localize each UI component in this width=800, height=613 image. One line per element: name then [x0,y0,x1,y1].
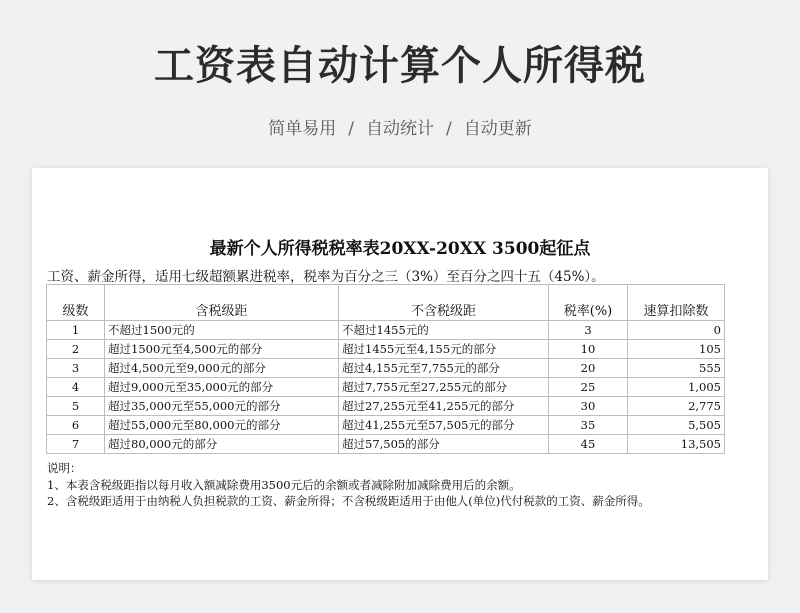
note-item: 2、含税级距适用于由纳税人负担税款的工资、薪金所得；不含税级距适用于由他人(单位)代付税款的工资、薪金所得。 [47,494,650,508]
cell-taxable-range: 超过1500元至4,500元的部分 [105,340,339,359]
tax-rate-table [46,284,725,454]
cell-nontaxable-range: 超过27,255元至41,255元的部分 [339,397,549,416]
cell-rate: 35 [549,416,628,435]
cell-rate: 3 [549,321,628,340]
cell-deduction: 555 [628,359,725,378]
cell-deduction: 0 [628,321,725,340]
notes [47,460,650,510]
table-row [47,397,725,416]
table-header-row [47,285,725,321]
table-row [47,378,725,397]
cell-deduction: 1,005 [628,378,725,397]
table-row [47,435,725,454]
table-row [47,416,725,435]
header-level: 级数 [47,285,105,321]
tagline-separator: / [348,119,354,139]
notes-heading: 说明： [47,461,82,475]
cell-taxable-range: 超过4,500元至9,000元的部分 [105,359,339,378]
cell-deduction: 13,505 [628,435,725,454]
cell-nontaxable-range: 超过4,155元至7,755元的部分 [339,359,549,378]
cell-rate: 30 [549,397,628,416]
cell-level: 6 [47,416,105,435]
cell-taxable-range: 超过80,000元的部分 [105,435,339,454]
tagline-separator: / [446,119,452,139]
cell-rate: 25 [549,378,628,397]
tagline-item: 自动统计 [366,119,434,139]
cell-rate: 20 [549,359,628,378]
cell-deduction: 5,505 [628,416,725,435]
tagline [0,114,800,139]
table-row [47,340,725,359]
cell-nontaxable-range: 超过1455元至4,155元的部分 [339,340,549,359]
intro-text: 工资、薪金所得，适用七级超额累进税率，税率为百分之三（3%）至百分之四十五（45%）。 [47,269,605,285]
cell-taxable-range: 不超过1500元的 [105,321,339,340]
cell-level: 7 [47,435,105,454]
table-row [47,321,725,340]
header-rate: 税率(%) [549,285,628,321]
cell-taxable-range: 超过35,000元至55,000元的部分 [105,397,339,416]
cell-deduction: 2,775 [628,397,725,416]
cell-nontaxable-range: 超过41,255元至57,505元的部分 [339,416,549,435]
table-row [47,359,725,378]
note-item: 1、本表含税级距指以每月收入额减除费用3500元后的余额或者减除附加减除费用后的余额。 [47,477,521,492]
tagline-item: 自动更新 [463,119,532,139]
cell-nontaxable-range: 不超过1455元的 [339,321,549,340]
page-title: 工资表自动计算个人所得税 [154,43,646,89]
table-title: 最新个人所得税税率表20XX-20XX 3500起征点 [209,239,591,259]
cell-taxable-range: 超过9,000元至35,000元的部分 [105,378,339,397]
header-taxable-range: 含税级距 [105,285,339,321]
tagline-item: 简单易用 [268,119,337,139]
cell-deduction: 105 [628,340,725,359]
header-nontaxable-range: 不含税级距 [339,285,549,321]
cell-level: 5 [47,397,105,416]
cell-taxable-range: 超过55,000元至80,000元的部分 [105,416,339,435]
cell-level: 1 [47,321,105,340]
spreadsheet-preview [32,168,768,580]
cell-nontaxable-range: 超过57,505的部分 [339,435,549,454]
cell-nontaxable-range: 超过7,755元至27,255元的部分 [339,378,549,397]
header-deduction: 速算扣除数 [628,285,725,321]
cell-level: 2 [47,340,105,359]
cell-level: 4 [47,378,105,397]
cell-level: 3 [47,359,105,378]
cell-rate: 10 [549,340,628,359]
cell-rate: 45 [549,435,628,454]
